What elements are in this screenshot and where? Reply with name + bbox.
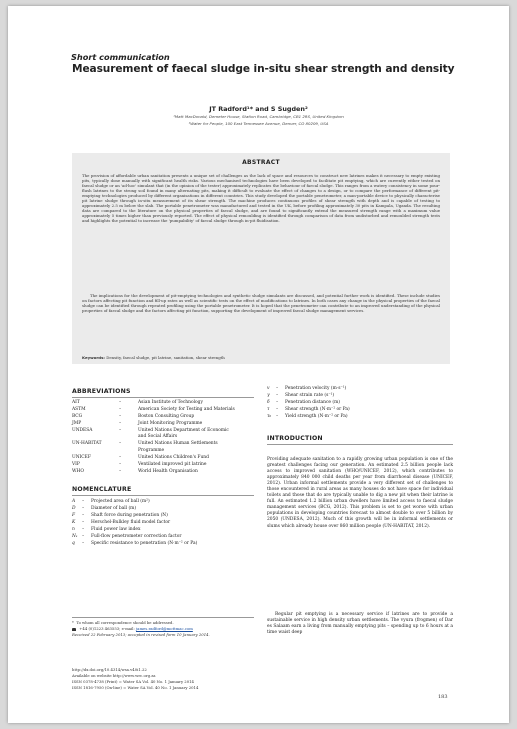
footnote-received: Received 22 February 2013; accepted in revised form 10 January 2014.	[72, 632, 210, 637]
footnote-rule	[72, 617, 254, 618]
abstract-box	[72, 153, 450, 364]
nomenclature-rule	[72, 495, 254, 496]
issn-print-line: ISSN 0378-4738 (Print) = Water SA Vol. 40 No. 1 January 2014	[72, 679, 194, 684]
section-label: Short communication	[71, 52, 170, 62]
keywords-text: Density, faecal sludge, pit latrine, sanitation, shear strength	[106, 355, 225, 360]
phone-icon	[72, 628, 76, 631]
author-line: JT Radford¹* and S Sugden²	[209, 105, 308, 113]
footnote-corresponding: * To whom all correspondence should be addressed.	[72, 620, 174, 625]
doi-line[interactable]: http://dx.doi.org/10.4314/wsa.v40i1.22	[72, 667, 147, 672]
affiliation-2: ²Water for People, 100 East Tennessee Avenue, Denver, CO 80209, USA	[188, 121, 329, 126]
nomenclature-heading: NOMENCLATURE	[72, 486, 132, 493]
website-line[interactable]: Available on website http://www.wrc.org.za	[72, 673, 156, 678]
introduction-paragraph-1: Providing adequate sanitation to a rapidly growing urban population is one of the greatest challenges facing our generation. An estimated 2.5 billion people lack access to improved sanitation (WHO/UNICEF, 2012), which contributes to approximately 840 000 child deaths per year from diarrhoeal disease (UNICEF, 2012). Urban informal settlements provide a very different set of challenges to those encountered in rural areas as many houses do not have space for individual toilets and those that do are typically unable to dig a new pit when their latrine is full. An estimated 1.2 billion urban dwellers have limited access to faecal sludge management services (BCG, 2012). This problem is set to get worse with urban populations in developing countries forecast to almost double to over 5 billion by 2050 (UNDESA, 2012). Much of this growth will be in informal settlements or slums which already house over 860 million people (UN-HABITAT, 2012).	[267, 457, 453, 529]
abbreviations-rule	[72, 397, 254, 398]
page-number: 183	[438, 694, 448, 700]
issn-online-line: ISSN 1816-7950 (On-line) = Water SA Vol. 40 No. 1 January 2014	[72, 685, 199, 690]
introduction-paragraph-2: Regular pit emptying is a necessary service if latrines are to provide a sustainable service in high density urban settlements. The vyura (frogmen) of Dar es Salaam earn a living from manually emptying pits – spending up to 6 hours at a time waist deep	[267, 612, 453, 636]
abbreviations-heading: ABBREVIATIONS	[72, 388, 131, 395]
paper-title: Measurement of faecal sludge in-situ shear strength and density	[72, 63, 455, 75]
email-link[interactable]: james.radford@mottmac.com	[136, 626, 193, 631]
abstract-paragraph-2: The implications for the development of pit-emptying technologies and synthetic sludge simulants are discussed, and potential further work is identified. These include studies on factors affecting pit function and fill-up rates as well as scientific tests on the effect of modifications to latrines. In both cases any change in the physical properties of the faecal sludge can be identified through repeated profiling using the portable penetrometer. It is hoped that the penetrometer can contribute to an improved understanding of the physical properties of faecal sludge and the factors affecting pit function, supporting the development of improved faecal sludge management services.	[82, 293, 440, 314]
introduction-heading: INTRODUCTION	[267, 435, 323, 442]
footnote-contact: +44 (0)1223 463553; e-mail: james.radford@mottmac.com	[72, 626, 257, 631]
keywords-line	[82, 355, 440, 360]
abstract-heading: ABSTRACT	[242, 159, 280, 166]
abstract-paragraph-1: The provision of affordable urban sanitation presents a unique set of challenges as the lack of space and resources to construct new latrines makes it necessary to empty existing pits, typically done manually with significant health risks. Various mechanised technologies have been developed to facilitate pit emptying, which are currently either tested on faecal sludge or an 'ad-hoc' simulant that (in the opinion of the tester) approximately replicates the behaviour of faecal sludge. This ranges from a watery consistency in some pour-flush latrines to the strong soil found in many alternating pits, making it difficult to evaluate the effect of changes to a design, or to compare the performance of different pit-emptying technologies produced by different organisations in different countries. This study developed the portable penetrometer, a man-portable device to physically characterise pit latrine sludge through in-situ measurement of its shear strength. The machine produces continuous profiles of shear strength with depth and is capable of testing to approximately 2.5 m below the slab. The portable penetrometer was manufactured and tested in the UK, before profiling approximately 30 pits in Kampala, Uganda. The resulting data are compared to the literature on the physical properties of faecal sludge, and are found to significantly extend the measured strength range with a maximum value approximately 5 times higher than previously reported. The effect of physical remoulding is identified through comparison of data from undisturbed and remoulded strength tests and highlights the potential to increase the 'pumpability' of faecal sludge through in-pit fluidisation.	[82, 173, 440, 224]
keywords-label: Keywords:	[82, 355, 105, 360]
affiliation-1: ¹Matt MacDonald, Demeter House, Station Road, Cambridge, CB1 2RS, United Kingdom	[173, 114, 344, 119]
introduction-rule	[267, 444, 453, 445]
paper-page: Short communication Measurement of faecal sludge in-situ shear strength and density JT Radford¹* and S Sugden² ¹Matt MacDonald, Demeter House, Station Road, Cambridge, CB1 2RS, United Kingdom ²Water for People, 100 East Tennessee Avenue, Denver, CO 80209, USA ABSTRACT The provision of affordable urban sanitation presents a unique set of challenges as the lack of space and resources to construct new latrines makes it necessary to empty existing pits, typically done manually with significant health risks. Various mechanised technologies have been developed to facilitate pit emptying, which are currently either tested on faecal sludge or an 'ad-hoc' simulant that (in the opinion of the tester) approximately replicates the behaviour of faecal sludge. This ranges from a watery consistency in some pour-flush latrines to the strong soil found in many alternating pits, making it difficult to evaluate the effect of changes to a design, or to compare the performance of different pit-emptying technologies produced by different organisations in different countries. This study developed the portable penetrometer, a man-portable device to physically characterise pit latrine sludge through in-situ measurement of its shear strength. The machine produces continuous profiles of shear strength with depth and is capable of testing to approximately 2.5 m below the slab. The portable penetrometer was manufactured and tested in the UK, before profiling approximately 30 pits in Kampala, Uganda. The resulting data are compared to the literature on the physical properties of faecal sludge, and are found to significantly extend the measured strength range with a maximum value approximately 5 times higher than previously reported. The effect of physical remoulding is identified through comparison of data from undisturbed and remoulded strength tests and highlights the potential to increase the 'pumpability' of faecal sludge through in-pit fluidisation. The implications for the development of pit-emptying technologies and synthetic sludge simulants are discussed, and potential further work is identified. These include studies on factors affecting pit function and fill-up rates as well as scientific tests on the effect of modifications to latrines. In both cases any change in the physical properties of the faecal sludge can be identified through repeated profiling using the portable penetrometer. It is hoped that the penetrometer can contribute to an improved understanding of the physical properties of faecal sludge and the factors affecting pit function, supporting the development of improved faecal sludge management services. Keywords: Density, faecal sludge, pit latrine, sanitation, shear strength ABBREVIATIONS AIT – Asian Institute of Technology ASTM – American Society for Testing and Materials BCG – Boston Consulting Group JMP – Joint Monitoring Programme UNDESA – United Nations Department of Economic and Social Affairs UN-HABITAT – United Nations Human Settlements Programme UNICEF – United Nations Children's Fund VIP – Ventilated improved pit latrine WHO – World Health Organisation NOMENCLATURE A – Projected area of ball (m²) D – Diameter of ball (m) F – Shaft force during penetration (N) K – Herschel-Bulkley fluid model factor n – Fluid power law index Nₛ – Full-flow penetrometer correction factor q – Specific resistance to penetration (N·m⁻² or Pa) v – Penetration velocity (m·s⁻¹) γ – Shear strain rate (s⁻¹) δ – Penetration distance (m) τ – Shear strength (N·m⁻² or Pa) τ₀ – Yield strength (N·m⁻² or Pa) INTRODUCTION Providing adequate sanitation to a rapidly growing urban population is one of the greatest challenges facing our generation. An estimated 2.5 billion people lack access to improved sanitation (WHO/UNICEF, 2012), which contributes to approximately 840 000 child deaths per year from diarrhoeal disease (UNICEF, 2012). Urban informal settlements provide a very different set of challenges to those encountered in rural areas as many houses do not have space for individual toilets and those that do are typically unable to dig a new pit when their latrine is full. An estimated 1.2 billion urban dwellers have limited access to faecal sludge management services (BCG, 2012). This problem is set to get worse with urban populations in developing countries forecast to almost double to over 5 billion by 2050 (UNDESA, 2012). Much of this growth will be in informal settlements or slums which already house over 860 million people (UN-HABITAT, 2012). Regular pit emptying is a necessary service if latrines are to provide a sustainable service in high density urban settlements. The vyura (frogmen) of Dar es Salaam earn a living from manually emptying pits – spending up to 6 hours at a time waist deep * To whom all correspondence should be addressed. +44 (0)1223 463553; e-mail: james.radford@mottmac.com Received 22 February 2013; accepted in revised form 10 January 2014. http://dx.doi.org/10.4314/wsa.v40i1.22 Available on website http://www.wrc.org.za ISSN 0378-4738 (Print) = Water SA Vol. 40 No. 1 January 2014 ISSN 1816-7950 (On-line) = Water SA Vol. 40 No. 1 January 2014 183	[8, 6, 509, 723]
asterisk-marker: *	[72, 620, 74, 625]
